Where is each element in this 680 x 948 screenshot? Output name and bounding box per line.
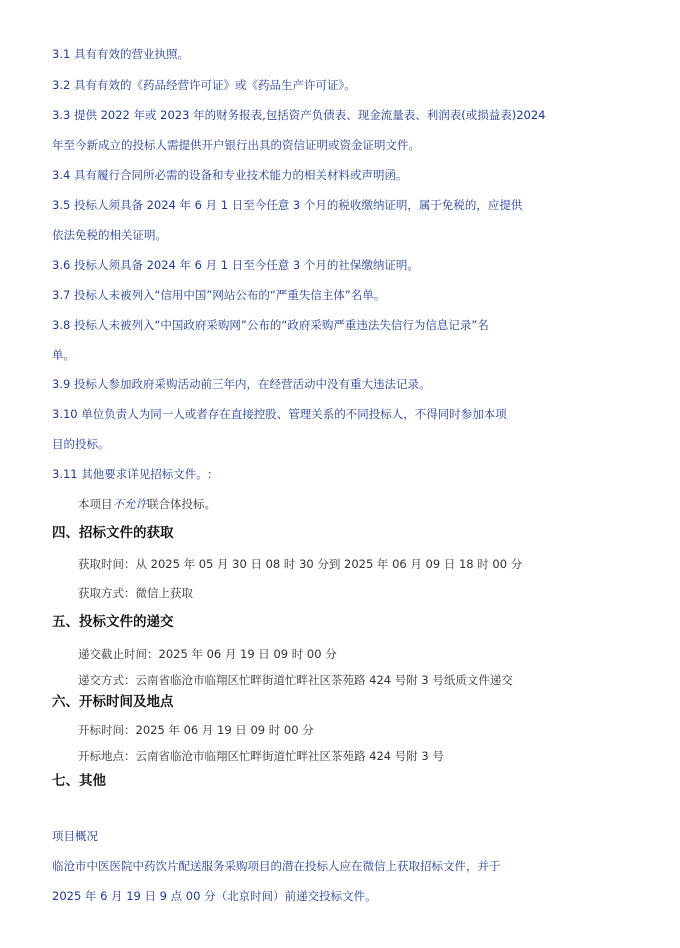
section-6-heading: 六、开标时间及地点 xyxy=(52,694,174,710)
requirement-3-3-line-2: 年至今新成立的投标人需提供开户银行出具的资信证明或资金证明文件。 xyxy=(52,138,420,152)
section-7-heading: 七、其他 xyxy=(52,773,106,789)
requirement-3-5-line-2: 依法免税的相关证明。 xyxy=(52,228,167,242)
requirement-3-11: 3.11 其他要求详见招标文件。: xyxy=(52,467,212,481)
section-4-time: 获取时间：从 2025 年 05 月 30 日 08 时 30 分到 2025 年 06 月 09 日 18 时 00 分 xyxy=(78,557,523,571)
requirement-3-7: 3.7 投标人未被列入“信用中国”网站公布的“严重失信主体”名单。 xyxy=(52,288,386,302)
section-6-time: 开标时间：2025 年 06 月 19 日 09 时 00 分 xyxy=(78,723,314,737)
overview-line-2: 2025 年 6 月 19 日 9 点 00 分（北京时间）前递交投标文件。 xyxy=(52,889,377,903)
section-5-heading: 五、投标文件的递交 xyxy=(52,614,174,630)
section-4-method: 获取方式：微信上获取 xyxy=(78,586,193,600)
requirement-3-4: 3.4 具有履行合同所必需的设备和专业技术能力的相关材料或声明函。 xyxy=(52,168,408,182)
requirement-3-8-line-2: 单。 xyxy=(52,348,75,362)
consortium-emphasis: 不允许 xyxy=(112,497,147,511)
consortium-prefix: 本项目 xyxy=(78,497,113,511)
requirement-3-10-line-2: 目的投标。 xyxy=(52,437,110,451)
section-4-heading: 四、招标文件的获取 xyxy=(52,525,174,541)
requirement-3-5-line-1: 3.5 投标人须具备 2024 年 6 月 1 日至今任意 3 个月的税收缴纳证明，属于免税的，应提供 xyxy=(52,198,523,212)
requirement-3-3-line-1: 3.3 提供 2022 年或 2023 年的财务报表,包括资产负债表、现金流量表、利润表(或损益表)2024 xyxy=(52,108,546,122)
overview-line-1: 临沧市中医医院中药饮片配送服务采购项目的潜在投标人应在微信上获取招标文件，并于 xyxy=(52,859,501,873)
requirement-3-6: 3.6 投标人须具备 2024 年 6 月 1 日至今任意 3 个月的社保缴纳证明。 xyxy=(52,258,419,272)
section-5-deadline: 递交截止时间：2025 年 06 月 19 日 09 时 00 分 xyxy=(78,647,337,661)
requirement-3-2: 3.2 具有有效的《药品经营许可证》或《药品生产许可证》。 xyxy=(52,78,356,92)
requirement-3-1: 3.1 具有有效的营业执照。 xyxy=(52,47,189,61)
consortium-suffix: 联合体投标。 xyxy=(147,497,216,511)
requirement-3-10-line-1: 3.10 单位负责人为同一人或者存在直接控股、管理关系的不同投标人，不得同时参加本项 xyxy=(52,407,507,421)
section-5-place: 递交方式：云南省临沧市临翔区忙畔街道忙畔社区茶苑路 424 号附 3 号纸质文件递交 xyxy=(78,673,513,687)
requirement-3-8-line-1: 3.8 投标人未被列入“中国政府采购网”公布的“政府采购严重违法失信行为信息记录”名 xyxy=(52,318,489,332)
overview-title: 项目概况 xyxy=(52,829,98,843)
requirement-3-9: 3.9 投标人参加政府采购活动前三年内，在经营活动中没有重大违法记录。 xyxy=(52,377,431,391)
section-6-place: 开标地点：云南省临沧市临翔区忙畔街道忙畔社区茶苑路 424 号附 3 号 xyxy=(78,749,444,763)
consortium-statement xyxy=(78,496,642,512)
